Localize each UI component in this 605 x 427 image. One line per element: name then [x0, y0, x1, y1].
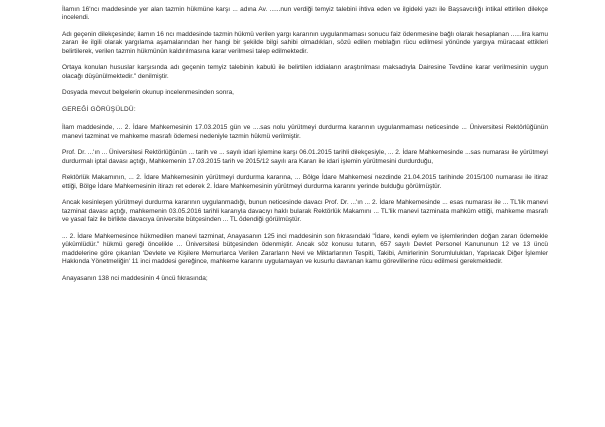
paragraph-ilam-article: İlam maddesinde, ... 2. İdare Mahkemesinin 17.03.2015 gün ve ....sas nolu yürütmeyi durdurma kararının uygulanmaması neticesinde ... Üniversitesi Rektörlüğünün manevi tazminat ve mahkeme masrafı ödemesi nedeniyle tazmin hükmü verilmiştir.	[62, 124, 548, 140]
paragraph-petition-summary: Adı geçenin dilekçesinde; ilamın 16 ncı maddesinde tazmin hükmü verilen yargı kararının uygulanmaması sonucu faiz ödenmesine bağlı olarak hesaplanan ......lira kamu zararı ile ilgili olarak yargılama aşamalarından her hangi bir şekilde bilgi sahibi olmadıkları, sözü edilen meblağın rücu edilmesi yönünde yargıya müracaat ettikleri belirtilerek, verilen tazmin hükmünün kaldırılmasına karar verilmesi talep edilmektedir.	[62, 31, 548, 55]
section-heading: GEREĞİ GÖRÜŞÜLDÜ:	[62, 106, 136, 113]
paragraph-appeal-intro: İlamın 16'ncı maddesinde yer alan tazmin hükmüne karşı ... adına Av. ......nun verdiği temyiz talebini ihtiva eden ve ilgideki yazı ile Başsavcılığı intikal ettirilen dilekçe incelendi.	[62, 6, 548, 22]
paragraph-objection: Rektörlük Makamının, ... 2. İdare Mahkemesinin yürütmeyi durdurma kararına, ... Bölge İdare Mahkemesi nezdinde 21.04.2015 tarihinde 2015/100 numarası ile itiraz ettiği, Bölge İdare Mahkemesinin itirazı ret ederek 2. İdare Mahkemesinin yürütmeyi durdurma kararını yerinde bulduğu görülmüştür.	[62, 174, 548, 190]
paragraph-opinion: Ortaya konulan hususlar karşısında adı geçenin temyiz talebinin kabulü ile belirtilen iddiaların araştırılması maksadıyla Dairesine Tevdiine karar verilmesinin uygun olacağı düşünülmektedir." denilmiştir.	[62, 64, 548, 80]
document-page	[62, 6, 548, 291]
paragraph-constitution-138: Anayasanın 138 nci maddesinin 4 üncü fıkrasında;	[62, 274, 208, 282]
paragraph-compensation: Ancak kesinleşen yürütmeyi durdurma kararının uygulanmadığı, bunun neticesinde davacı Prof. Dr. ...'ın ... 2. İdare Mahkemesinde ... esas numarası ile ... TL'lik manevi tazminat davası açtığı, mahkemenin 03.05.2016 tarihli kararıyla davacıyı haklı bularak Rektörlük Makamını ... TL'lik manevi tazminata mahkûm ettiği, mahkeme masrafı ve yasal faiz ile birlikte davacıya üniversite bütçesinden ... TL ödendiği görülmüştür.	[62, 199, 548, 224]
paragraph-review-note: Dosyada mevcut belgelerin okunup incelenmesinden sonra,	[62, 89, 234, 97]
paragraph-constitution-125: ... 2. İdare Mahkemesince hükmedilen manevi tazminat, Anayasanın 125 inci maddesinin son fıkrasındaki "İdare, kendi eylem ve işlemlerinden doğan zararı ödemekle yükümlüdür." hükmü gereği öncelikle ... Üniversitesi bütçesinden ödenmiştir. Ancak söz konusu tutarın, 657 sayılı Devlet Personel Kanununun 12 ve 13 üncü maddelerine göre çıkarılan 'Devlete ve Kişilere Memurlarca Verilen Zararların Nevi ve Miktarlarının Tespiti, Takibi, Amirlerinin Sorumlulukları, Yapılacak Diğer İşlemler Hakkında Yönetmeliğin' 11 inci maddesi gereğince, mahkeme kararını uygulamayan ve kusurlu davranan kamu görevlilerine rücu edilmesi gerekmektedir.	[62, 232, 548, 266]
paragraph-lawsuit: Prof. Dr. ...'ın ... Üniversitesi Rektörlüğünün ... tarih ve ... sayılı idari işlemine karşı 06.01.2015 tarihli dilekçesiyle, ... 2. İdare Mahkemesinde ...sas numarası ile yürütmeyi durdurmalı iptal davası açtığı, Mahkemenin 17.03.2015 tarih ve 2015/12 sayılı ara Kararı ile idari işlemin yürütmesini durdurduğu,	[62, 149, 548, 165]
